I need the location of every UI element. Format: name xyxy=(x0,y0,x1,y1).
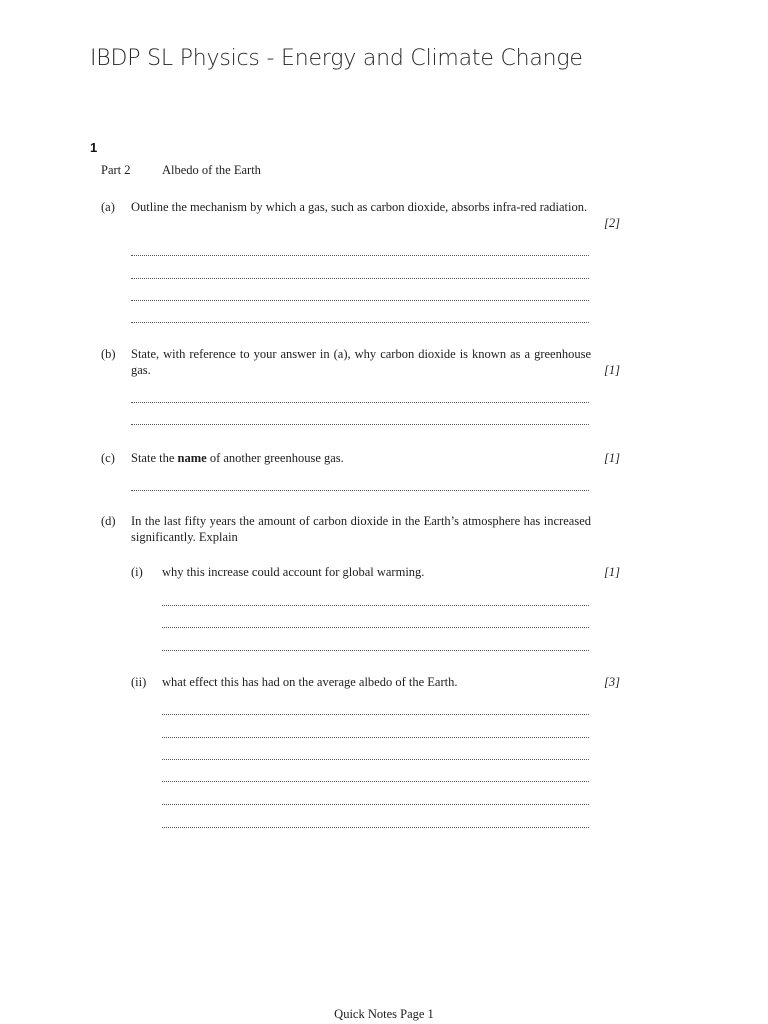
question-d-ii-marks: [3] xyxy=(604,675,620,689)
answer-line-d-ii-6[interactable] xyxy=(162,827,589,828)
question-d-i-label: (i) xyxy=(131,565,143,579)
question-c-text xyxy=(131,451,344,466)
question-c-text-before: State the xyxy=(131,451,178,465)
question-a-label: (a) xyxy=(101,200,115,214)
answer-line-d-ii-4[interactable] xyxy=(162,781,589,782)
part-title: Albedo of the Earth xyxy=(162,163,261,177)
question-d-i-text: why this increase could account for global warming. xyxy=(162,565,425,579)
question-b-label: (b) xyxy=(101,347,116,361)
answer-line-d-i-1[interactable] xyxy=(162,605,589,606)
answer-line-d-ii-2[interactable] xyxy=(162,737,589,738)
question-b-text: State, with reference to your answer in (a), why carbon dioxide is known as a greenhouse gas. xyxy=(131,347,591,377)
answer-line-a-4[interactable] xyxy=(131,322,589,323)
question-c-label: (c) xyxy=(101,451,115,465)
question-d-i-marks: [1] xyxy=(604,565,620,579)
answer-line-d-ii-5[interactable] xyxy=(162,804,589,805)
question-c-text-bold: name xyxy=(177,451,207,465)
answer-line-c-1[interactable] xyxy=(131,490,589,491)
answer-line-b-2[interactable] xyxy=(131,424,589,425)
question-b-marks: [1] xyxy=(604,363,620,377)
question-c-text-after: of another greenhouse gas. xyxy=(206,451,344,465)
question-number: 1 xyxy=(90,140,98,155)
answer-line-a-1[interactable] xyxy=(131,255,589,256)
answer-line-b-1[interactable] xyxy=(131,402,589,403)
question-a-text: Outline the mechanism by which a gas, such as carbon dioxide, absorbs infra-red radiation. xyxy=(131,200,588,214)
question-d-label: (d) xyxy=(101,514,116,528)
part-label: Part 2 xyxy=(101,163,131,177)
answer-line-d-ii-1[interactable] xyxy=(162,714,589,715)
question-d-ii-text: what effect this has had on the average albedo of the Earth. xyxy=(162,675,458,689)
question-c-marks: [1] xyxy=(604,451,620,465)
answer-line-d-i-3[interactable] xyxy=(162,650,589,651)
question-a-marks: [2] xyxy=(604,216,620,230)
page-title: IBDP SL Physics - Energy and Climate Change xyxy=(90,46,583,71)
page-footer: Quick Notes Page 1 xyxy=(334,1007,434,1021)
answer-line-a-3[interactable] xyxy=(131,300,589,301)
question-d-text: In the last fifty years the amount of carbon dioxide in the Earth’s atmosphere has increased significantly. Explain xyxy=(131,514,591,544)
answer-line-a-2[interactable] xyxy=(131,278,589,279)
answer-line-d-ii-3[interactable] xyxy=(162,759,589,760)
answer-line-d-i-2[interactable] xyxy=(162,627,589,628)
question-d-ii-label: (ii) xyxy=(131,675,147,689)
